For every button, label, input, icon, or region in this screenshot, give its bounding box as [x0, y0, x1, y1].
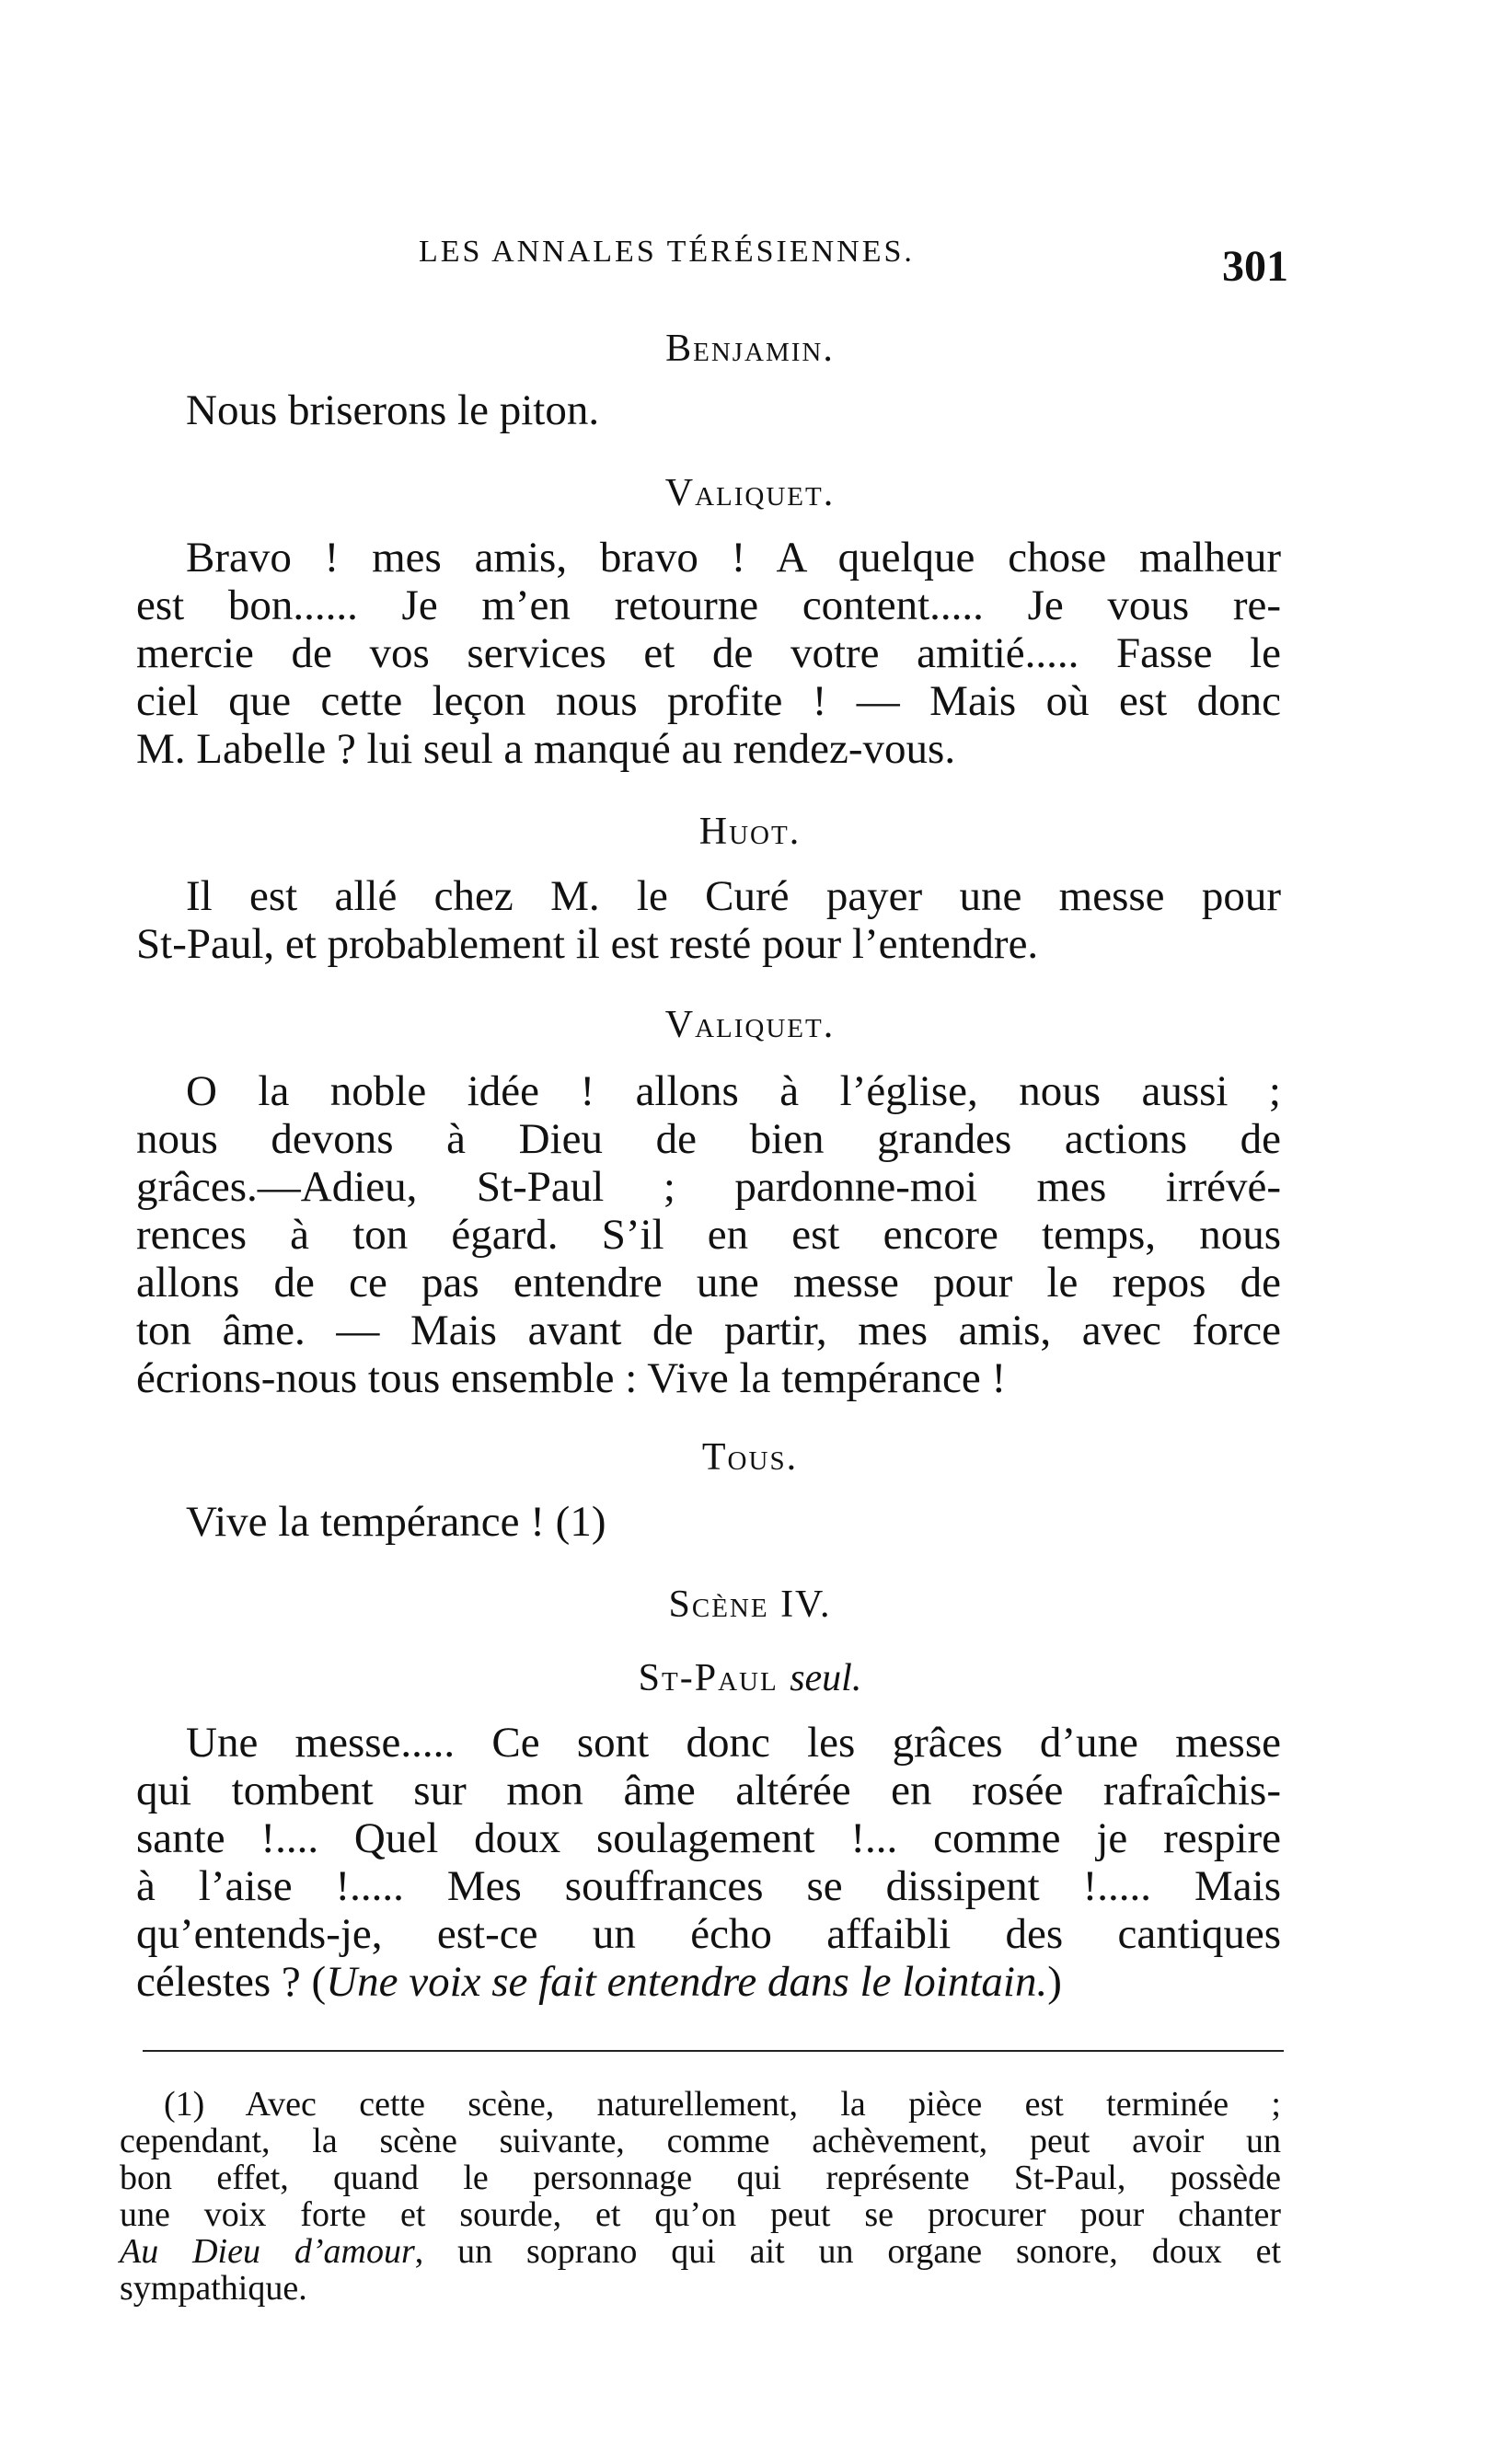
speaker-heading: Huot. — [698, 811, 802, 853]
text-line: qui tombent sur mon âme altérée en rosée rafraîchis- — [136, 1767, 1281, 1814]
dialogue-block — [136, 1067, 1281, 1402]
footnote-line: sympathique. — [120, 2269, 307, 2308]
text-fragment: , un soprano qui ait un organe sonore, doux et — [414, 2232, 1282, 2271]
song-title: Au Dieu d’amour — [120, 2232, 415, 2271]
speaker-heading: Valiquet. — [664, 472, 836, 514]
speaker-stage-note: seul. — [790, 1657, 862, 1699]
text-line: Nous briserons le piton. — [186, 386, 600, 434]
text-line: Une messe..... Ce sont donc les grâces d’une messe — [186, 1719, 1281, 1767]
text-line: écrions-nous tous ensemble : Vive la tempérance ! — [136, 1354, 1007, 1402]
footnote-line: une voix forte et sourde, et qu’on peut se procurer pour chanter — [120, 2195, 1281, 2234]
text-line: ton âme. — Mais avant de partir, mes amis, avec force — [136, 1307, 1281, 1354]
text-line: M. Labelle ? lui seul a manqué au rendez-vous. — [136, 725, 956, 773]
scene-heading: Scène IV. — [668, 1583, 832, 1626]
text-line: nous devons à Dieu de bien grandes actions de — [136, 1115, 1281, 1163]
footnote-rule — [143, 2050, 1284, 2052]
dialogue-block — [136, 1498, 1281, 1546]
running-header: LES ANNALES TÉRÉSIENNES. — [419, 235, 915, 269]
dialogue-block — [136, 386, 1281, 434]
text-line: rences à ton égard. S’il en est encore temps, nous — [136, 1211, 1281, 1259]
footnote-line — [120, 2233, 1281, 2270]
text-line: sante !.... Quel doux soulagement !... comme je respire — [136, 1814, 1281, 1862]
text-fragment: célestes ? ( — [136, 1958, 327, 2006]
text-line: Bravo ! mes amis, bravo ! A quelque chose malheur — [186, 534, 1281, 581]
footnote-line: (1) Avec cette scène, naturellement, la pièce est terminée ; — [164, 2085, 1281, 2124]
text-line: mercie de vos services et de votre amitié..... Fasse le — [136, 629, 1281, 677]
dialogue-block — [136, 534, 1281, 773]
dialogue-block — [136, 872, 1281, 968]
speaker-heading: Tous. — [701, 1436, 799, 1479]
text-line: ciel que cette leçon nous profite ! — Mais où est donc — [136, 677, 1281, 725]
stage-direction: Une voix se fait entendre dans le lointain. — [326, 1958, 1048, 2006]
speaker-heading: Benjamin. — [665, 328, 835, 370]
dialogue-block — [136, 1719, 1281, 2006]
speaker-name: St-Paul — [638, 1657, 779, 1699]
speaker-heading — [0, 1656, 1500, 1700]
text-line: grâces.—Adieu, St-Paul ; pardonne-moi mes irrévé- — [136, 1163, 1281, 1211]
text-line: à l’aise !..... Mes souffrances se dissipent !..... Mais — [136, 1862, 1281, 1910]
text-line: St-Paul, et probablement il est resté pour l’entendre. — [136, 920, 1039, 968]
text-line: O la noble idée ! allons à l’église, nous aussi ; — [186, 1067, 1281, 1115]
footnote — [120, 2086, 1281, 2307]
text-line: allons de ce pas entendre une messe pour le repos de — [136, 1259, 1281, 1307]
text-fragment: ) — [1047, 1958, 1062, 2006]
text-line: Il est allé chez M. le Curé payer une messe pour — [186, 872, 1281, 920]
text-line — [136, 1958, 1281, 2006]
footnote-line: cependant, la scène suivante, comme achèvement, peut avoir un — [120, 2122, 1281, 2160]
text-line: qu’entends-je, est-ce un écho affaibli des cantiques — [136, 1910, 1281, 1958]
page-number: 301 — [1222, 242, 1288, 291]
text-line: est bon...... Je m’en retourne content..... Je vous re- — [136, 581, 1281, 629]
text-line: Vive la tempérance ! (1) — [186, 1498, 606, 1546]
speaker-heading: Valiquet. — [664, 1004, 836, 1046]
footnote-line: bon effet, quand le personnage qui représente St-Paul, possède — [120, 2159, 1281, 2197]
